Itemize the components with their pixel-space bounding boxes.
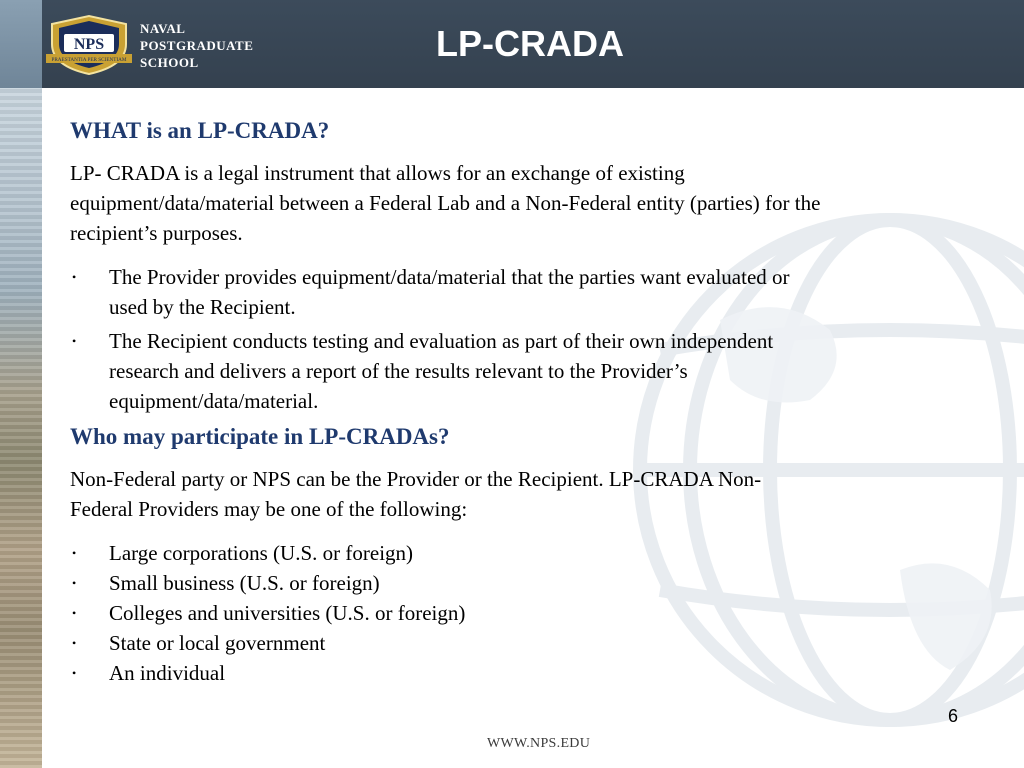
bullet-icon: • bbox=[72, 576, 77, 590]
slide-title: LP-CRADA bbox=[436, 23, 624, 64]
school-name-line: NAVAL bbox=[140, 21, 186, 36]
bullet-list-roles bbox=[70, 262, 1000, 416]
paragraph-line: LP- CRADA is a legal instrument that allows for an exchange of existing bbox=[70, 161, 685, 185]
list-item bbox=[70, 598, 1000, 628]
bullet-line: used by the Recipient. bbox=[109, 295, 296, 319]
list-item bbox=[70, 658, 1000, 688]
bullet-icon: • bbox=[72, 334, 77, 348]
bullet-text: State or local government bbox=[109, 631, 326, 655]
bullet-text: An individual bbox=[109, 661, 226, 685]
bullet-line: equipment/data/material. bbox=[109, 389, 319, 413]
list-item bbox=[70, 262, 1000, 322]
header-photo-strip bbox=[0, 0, 42, 88]
bullet-text: Large corporations (U.S. or foreign) bbox=[109, 541, 414, 565]
bullet-line: The Provider provides equipment/data/material that the parties want evaluated or bbox=[109, 265, 790, 289]
slide-content bbox=[70, 116, 1000, 694]
bullet-list-providers bbox=[70, 538, 1000, 688]
bullet-icon: • bbox=[72, 270, 77, 284]
school-name-line: POSTGRADUATE bbox=[140, 38, 254, 53]
campus-photo-strip bbox=[0, 88, 42, 768]
list-item bbox=[70, 568, 1000, 598]
list-item bbox=[70, 326, 1000, 416]
section-heading-what: WHAT is an LP-CRADA? bbox=[70, 118, 330, 143]
slide-header bbox=[0, 0, 1024, 88]
list-item bbox=[70, 538, 1000, 568]
bullet-icon: • bbox=[72, 546, 77, 560]
school-name-line: SCHOOL bbox=[140, 55, 199, 70]
bullet-icon: • bbox=[72, 606, 77, 620]
school-name bbox=[140, 20, 253, 71]
footer-url: WWW.NPS.EDU bbox=[487, 736, 591, 751]
paragraph-line: equipment/data/material between a Federal Lab and a Non-Federal entity (parties) for the bbox=[70, 191, 821, 215]
section-paragraph-who bbox=[70, 464, 1000, 524]
section-paragraph-what bbox=[70, 158, 1000, 248]
paragraph-line: recipient’s purposes. bbox=[70, 221, 243, 245]
list-item bbox=[70, 628, 1000, 658]
section-heading-who: Who may participate in LP-CRADAs? bbox=[70, 424, 450, 449]
paragraph-line: Non-Federal party or NPS can be the Provider or the Recipient. LP-CRADA Non- bbox=[70, 467, 762, 491]
logo-motto: PRAESTANTIA PER SCIENTIAM bbox=[51, 57, 127, 63]
paragraph-line: Federal Providers may be one of the following: bbox=[70, 497, 468, 521]
bullet-text: Small business (U.S. or foreign) bbox=[109, 571, 380, 595]
bullet-icon: • bbox=[72, 636, 77, 650]
bullet-line: The Recipient conducts testing and evaluation as part of their own independent bbox=[109, 329, 774, 353]
page-number: 6 bbox=[948, 706, 959, 726]
bullet-line: research and delivers a report of the results relevant to the Provider’s bbox=[109, 359, 688, 383]
logo-text: NPS bbox=[73, 36, 105, 53]
nps-shield-logo bbox=[46, 10, 132, 78]
bullet-icon: • bbox=[72, 666, 77, 680]
bullet-text: Colleges and universities (U.S. or foreign) bbox=[109, 601, 466, 625]
